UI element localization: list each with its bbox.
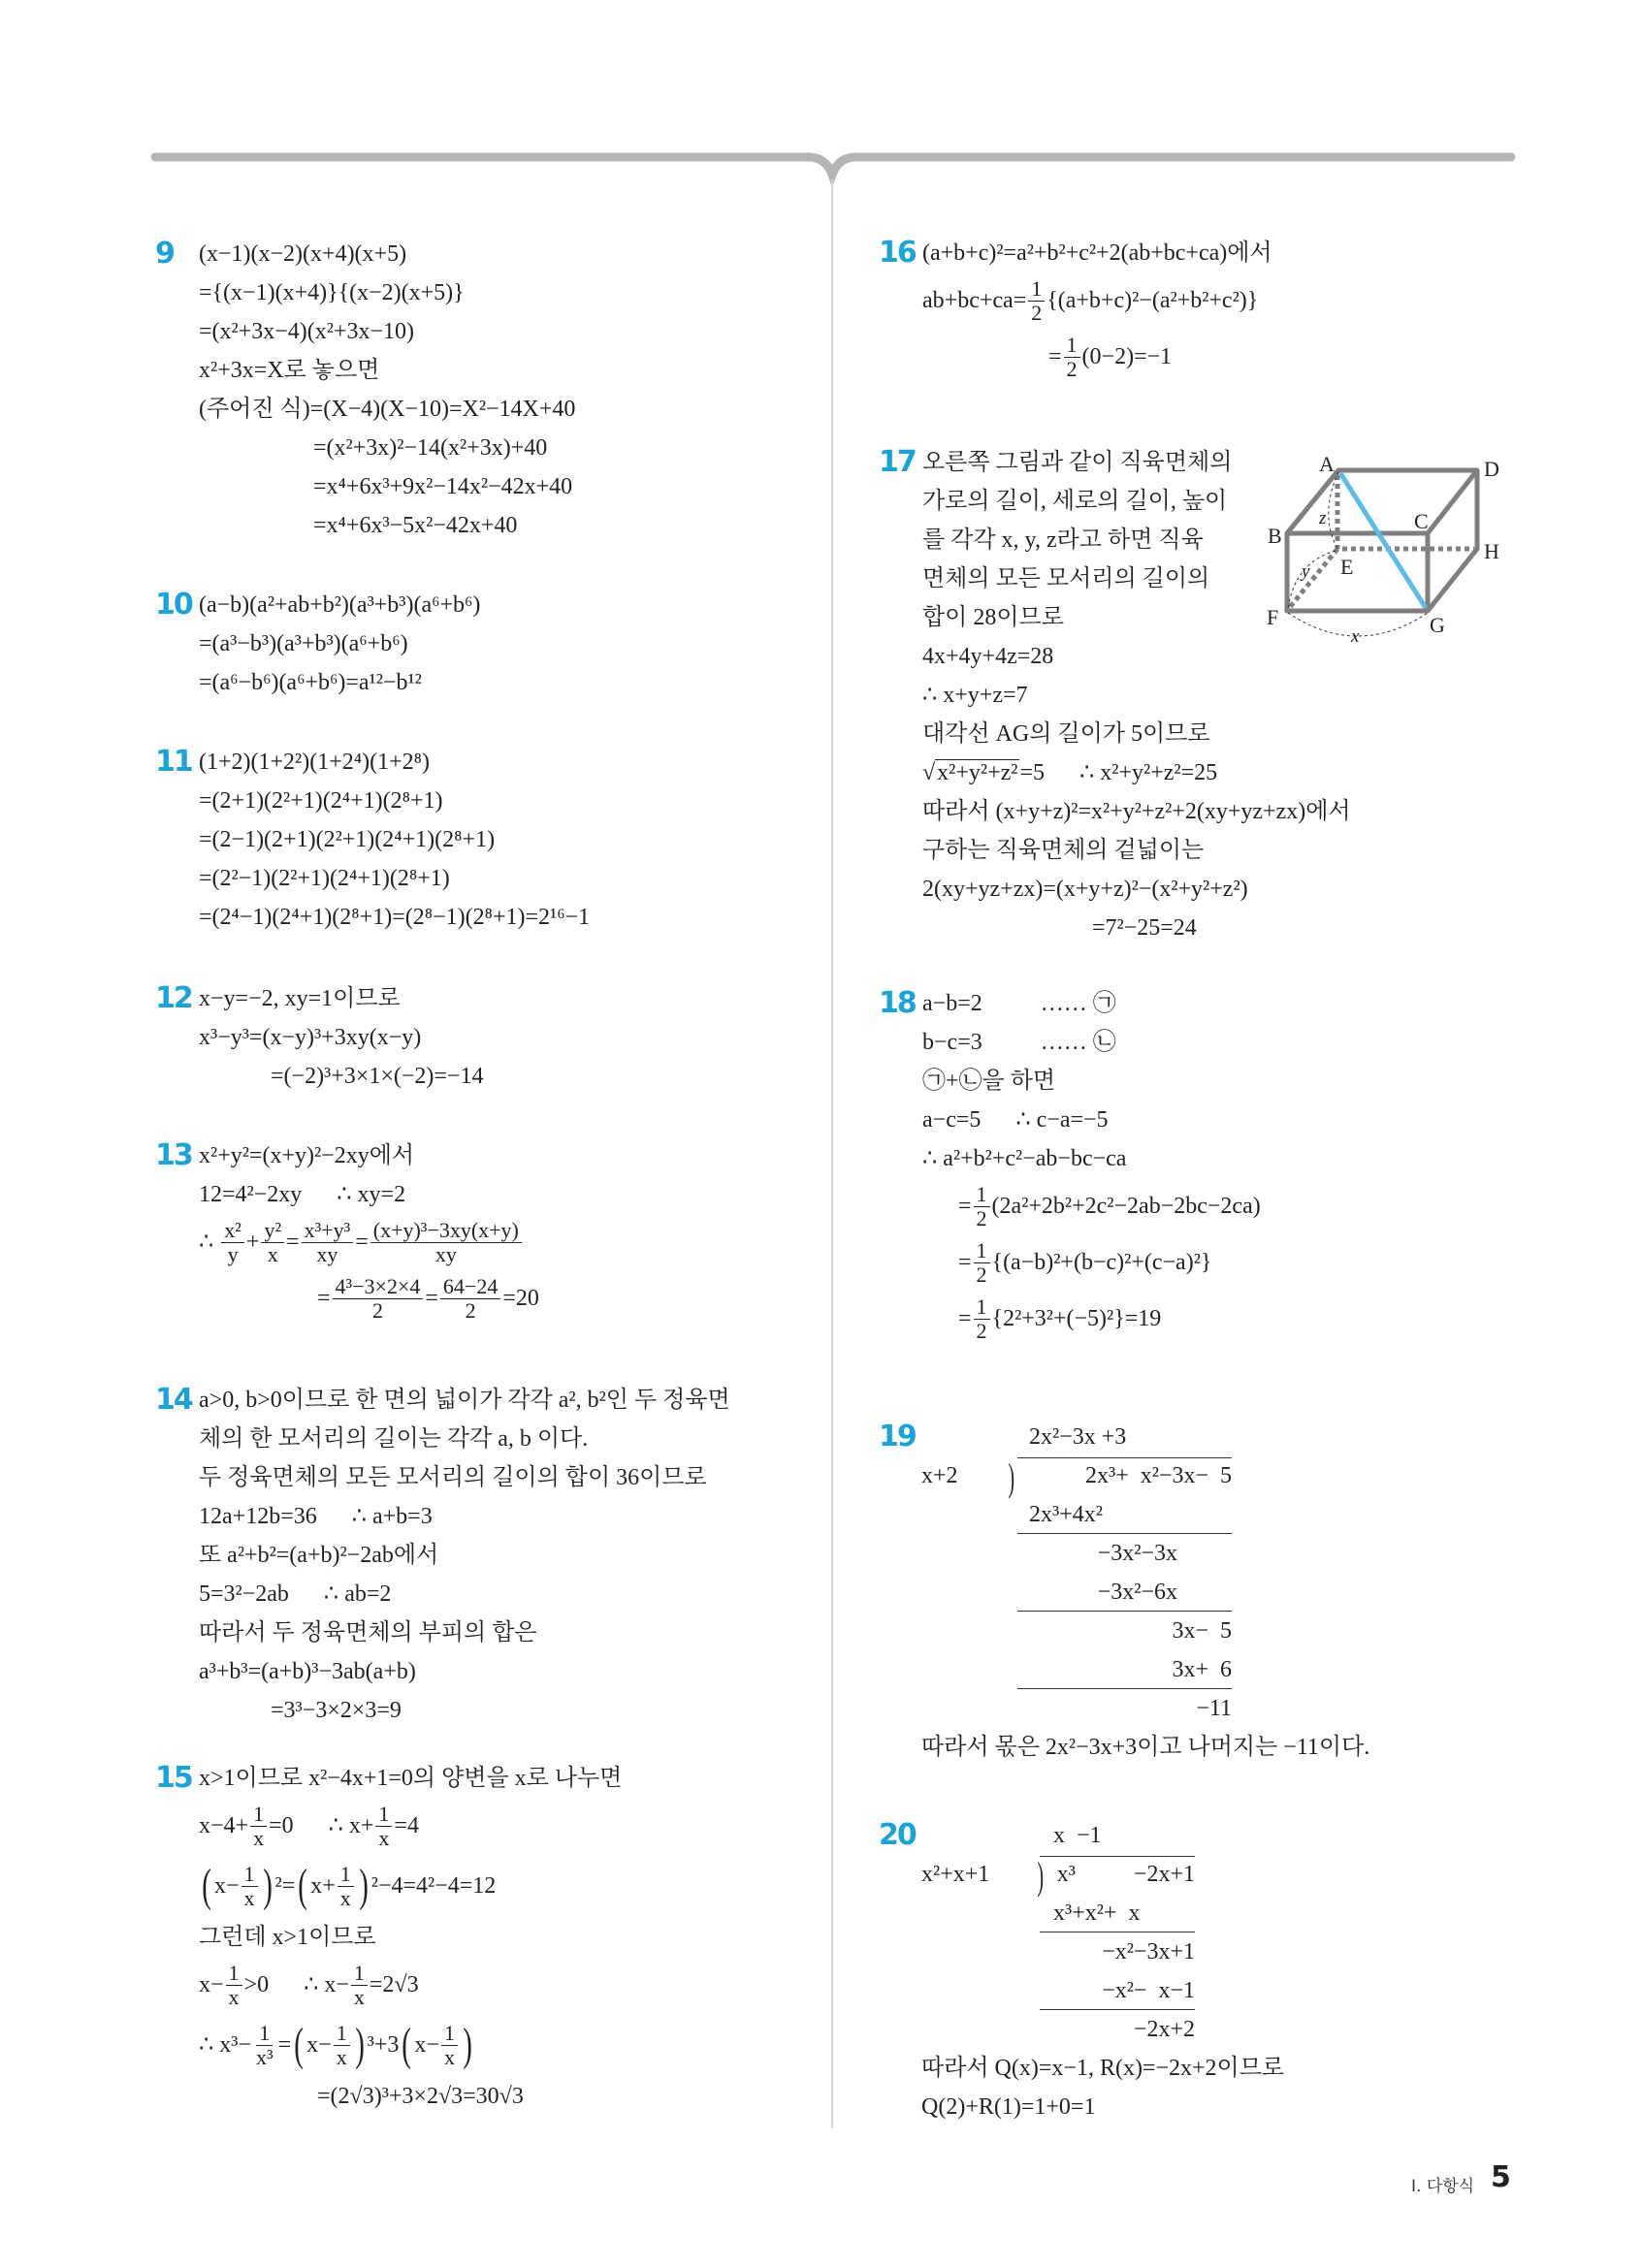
- solution-line: [922, 1139, 1261, 1178]
- big-parenthesis: (: [298, 1860, 308, 1911]
- dividend: x³ −2x+1: [1056, 1862, 1195, 1887]
- solution-line: [922, 753, 1351, 792]
- fraction-numerator: 1: [241, 1863, 258, 1887]
- solution-line: [199, 1057, 483, 1096]
- math-text: a−c=5 ∴ c−a=−5: [922, 1107, 1109, 1133]
- solution-line: [922, 234, 1272, 272]
- big-parenthesis: ): [358, 1860, 369, 1911]
- math-text: 또 a²+b²=(a+b)²−2ab에서: [199, 1543, 439, 1568]
- radical-sign-icon: √: [922, 760, 936, 785]
- fraction: [250, 1803, 267, 1850]
- math-text: =0 ∴ x+: [269, 1813, 374, 1838]
- fraction-denominator: 2: [465, 1297, 476, 1323]
- math-text: ³+3: [367, 2032, 400, 2058]
- problem-number: 20: [879, 1818, 916, 1852]
- solution-line: [922, 676, 1351, 715]
- math-text: 따라서 (x+y+z)²=x²+y²+z²+2(xy+yz+zx)에서: [922, 799, 1351, 824]
- solution-line: [199, 2013, 622, 2077]
- conclusion-line: 따라서 몫은 2x²−3x+3이고 나머지는 −11이다.: [921, 1735, 1370, 1760]
- solution-line: [199, 390, 575, 429]
- quotient: 2x²−3x +3: [1029, 1424, 1127, 1450]
- math-text: 2(xy+yz+zx)=(x+y+z)²−(x²+y²+z²): [922, 877, 1248, 902]
- solution-line: [922, 1023, 1261, 1062]
- label-H: H: [1484, 539, 1499, 563]
- solution-line: [922, 1062, 1261, 1101]
- fraction-denominator: x: [253, 1825, 265, 1850]
- fraction-denominator: x: [228, 1984, 240, 2009]
- problem-number: 18: [879, 986, 916, 1020]
- solution-line: [199, 1214, 539, 1270]
- problem-number: 16: [879, 236, 916, 270]
- square-root: [922, 753, 1019, 792]
- fraction-denominator: y: [227, 1241, 239, 1266]
- math-text: ㉠+㉡을 하면: [922, 1069, 1056, 1094]
- fraction: [1028, 277, 1045, 325]
- fraction-numerator: 1: [256, 2022, 273, 2046]
- fraction-denominator: x: [267, 1241, 278, 1266]
- math-text: 그런데 x>1이므로: [199, 1925, 376, 1950]
- division-step: −2x+2: [1133, 2017, 1195, 2042]
- quotient: x −1: [1053, 1823, 1102, 1848]
- cuboid-figure: [1251, 436, 1523, 650]
- problem-number: 12: [155, 981, 192, 1015]
- math-text: 오른쪽 그림과 같이 직육면체의: [922, 450, 1233, 475]
- fraction-denominator: x³: [256, 2044, 274, 2069]
- big-parenthesis: ): [262, 1860, 273, 1911]
- label-D: D: [1484, 457, 1499, 481]
- problem-number: 17: [879, 445, 916, 479]
- divisor: x²+x+1: [921, 1862, 990, 1887]
- label-C: C: [1414, 509, 1429, 533]
- problem-number: 9: [155, 237, 174, 271]
- math-text: x−4+: [199, 1813, 249, 1838]
- math-text: =3³−3×2×3=9: [271, 1698, 402, 1723]
- math-text: 12a+12b=36 ∴ a+b=3: [199, 1504, 433, 1529]
- solution-line: [922, 909, 1351, 947]
- math-text: =x⁴+6x³+9x²−14x²−42x+40: [313, 474, 573, 499]
- fraction-numerator: 1: [338, 1863, 354, 1887]
- fraction: [440, 1275, 500, 1323]
- big-parenthesis: (: [402, 2019, 412, 2070]
- solution-line: [199, 467, 575, 506]
- math-text: 대각선 AG의 길이가 5이므로: [922, 721, 1210, 747]
- dimension-y: [1288, 551, 1336, 609]
- math-text: {2²+3²+(−5)²}=19: [991, 1306, 1162, 1331]
- division-step: 3x+ 6: [1172, 1657, 1232, 1682]
- label-x: x: [1351, 626, 1360, 647]
- fraction-numerator: 1: [250, 1803, 267, 1827]
- math-text: =: [425, 1286, 438, 1311]
- solution-lines: [922, 984, 1261, 1347]
- divisor: x+2: [921, 1463, 958, 1488]
- math-text: ²=: [274, 1873, 296, 1899]
- math-text: =20: [502, 1286, 539, 1311]
- fraction-denominator: 2: [371, 1297, 383, 1323]
- solution-line: [199, 351, 575, 390]
- solution-line: [199, 1420, 730, 1458]
- math-text: (0−2)=−1: [1081, 344, 1173, 369]
- math-text: 체의 한 모서리의 길이는 각각 a, b 이다.: [199, 1426, 589, 1452]
- math-text: =: [317, 1286, 331, 1311]
- label-z: z: [1319, 508, 1327, 528]
- fraction: [221, 1219, 244, 1266]
- big-parenthesis: ): [463, 2019, 472, 2070]
- fraction: [334, 2022, 350, 2069]
- fraction-denominator: 2: [976, 1318, 987, 1343]
- fraction-denominator: x: [336, 2044, 347, 2069]
- fraction-numerator: 1: [226, 1962, 242, 1986]
- math-text: ab+bc+ca=: [922, 288, 1027, 313]
- conclusion-line: Q(2)+R(1)=1+0=1: [921, 2094, 1096, 2120]
- solution-line: [199, 979, 483, 1018]
- footer-section-title: Ⅰ. 다항식: [1411, 2177, 1475, 2196]
- solution-line: [922, 715, 1351, 753]
- math-text: =(−2)³+3×1×(−2)=−14: [271, 1064, 484, 1089]
- math-text: 12=4²−2xy ∴ xy=2: [199, 1182, 406, 1207]
- math-text: =: [277, 2032, 292, 2058]
- math-text: (1+2)(1+2²)(1+2⁴)(1+2⁸): [199, 750, 431, 775]
- solution-lines: [922, 234, 1272, 385]
- fraction-numerator: 1: [1064, 334, 1080, 358]
- math-text: +: [245, 1230, 260, 1255]
- solution-line: [199, 1918, 622, 1957]
- math-text: =: [958, 1194, 972, 1219]
- fraction: [375, 1803, 392, 1850]
- solution-line: [199, 859, 590, 898]
- solution-line: [199, 1536, 730, 1575]
- math-text: =7²−25=24: [1092, 915, 1197, 941]
- fraction-numerator: 4³−3×2×4: [333, 1275, 424, 1299]
- math-text: (2a²+2b²+2c²−2ab−2bc−2ca): [991, 1194, 1261, 1219]
- big-parenthesis: ): [354, 2019, 365, 2070]
- math-text: x−: [306, 2032, 332, 2058]
- solution-line: [199, 1652, 730, 1691]
- math-text: >0 ∴ x−: [243, 1972, 349, 1997]
- fraction: [974, 1183, 990, 1230]
- division-overline: [1040, 1856, 1195, 1857]
- math-text: =(a⁶−b⁶)(a⁶+b⁶)=a¹²−b¹²: [199, 670, 422, 695]
- conclusion-line: 따라서 Q(x)=x−1, R(x)=−2x+2이므로: [921, 2056, 1285, 2081]
- fraction: [226, 1962, 242, 2009]
- math-text: 따라서 두 정육면체의 부피의 합은: [199, 1620, 537, 1645]
- fraction-numerator: 1: [974, 1295, 990, 1320]
- solution-line: [922, 870, 1351, 909]
- fraction: [302, 1219, 354, 1266]
- top-header-bar: [0, 0, 1642, 194]
- math-text: =5 ∴ x²+y²+z²=25: [1019, 760, 1218, 785]
- math-text: a³+b³=(a+b)³−3ab(a+b): [199, 1659, 416, 1684]
- math-text: x³−y³=(x−y)³+3xy(x−y): [199, 1025, 422, 1050]
- math-text: =(x²+3x)²−14(x²+3x)+40: [313, 435, 548, 461]
- math-text: =(x²+3x−4)(x²+3x−10): [199, 319, 415, 344]
- math-text: 합이 28이므로: [922, 605, 1064, 630]
- problem-number: 10: [155, 588, 192, 622]
- math-text: 면체의 모든 모서리의 길이의: [922, 566, 1210, 591]
- math-text: =x⁴+6x³−5x²−42x+40: [313, 513, 518, 538]
- solution-line: [922, 1291, 1261, 1347]
- fraction-denominator: 2: [976, 1205, 987, 1230]
- math-text: =4: [394, 1813, 419, 1838]
- solution-line: [199, 1458, 730, 1497]
- fraction: [241, 1863, 258, 1910]
- label-B: B: [1268, 524, 1282, 548]
- label-E: E: [1340, 555, 1354, 579]
- solution-lines: [199, 1381, 730, 1730]
- division-step: −x²−3x+1: [1102, 1939, 1195, 1965]
- solution-lines: [199, 586, 480, 702]
- column-divider: [831, 179, 833, 2128]
- math-text: x−: [414, 2032, 439, 2058]
- fraction-denominator: xy: [435, 1241, 457, 1266]
- math-text: =(2−1)(2+1)(2²+1)(2⁴+1)(2⁸+1): [199, 827, 496, 852]
- solution-line: [199, 506, 575, 545]
- division-overline: [1017, 1457, 1232, 1458]
- math-text: x²+y²=(x+y)²−2xy에서: [199, 1143, 415, 1168]
- fraction-numerator: y²: [261, 1219, 284, 1243]
- solution-line: [199, 1270, 539, 1326]
- solution-line: [922, 1101, 1261, 1139]
- division-step: −3x²−3x: [1097, 1541, 1177, 1566]
- fraction-denominator: 2: [976, 1262, 987, 1287]
- fraction-numerator: 64−24: [440, 1275, 500, 1299]
- solution-line: [199, 429, 575, 467]
- math-text: ∴ x³−: [199, 2032, 251, 2058]
- math-text: x−: [213, 1873, 240, 1899]
- solution-line: [199, 2077, 622, 2116]
- math-text: =: [958, 1250, 972, 1275]
- fraction: [370, 1219, 522, 1266]
- math-text: x−y=−2, xy=1이므로: [199, 986, 401, 1011]
- label-F: F: [1267, 605, 1279, 629]
- math-text: (주어진 식)=(X−4)(X−10)=X²−14X+40: [199, 397, 576, 422]
- solution-line: [922, 984, 1261, 1023]
- solution-line: [199, 1613, 730, 1652]
- math-text: =(2+1)(2²+1)(2⁴+1)(2⁸+1): [199, 788, 443, 814]
- math-text: x²+3x=X로 놓으면: [199, 358, 380, 383]
- math-text: a>0, b>0이므로 한 면의 넓이가 각각 a², b²인 두 정육면: [199, 1388, 730, 1413]
- problem-number: 13: [155, 1138, 192, 1172]
- fraction-denominator: x: [378, 1825, 390, 1850]
- division-step: 2x³+4x²: [1029, 1502, 1103, 1527]
- math-text: x−: [199, 1972, 224, 1997]
- division-bracket-icon: ): [1037, 1854, 1044, 1898]
- solution-line: [199, 1175, 539, 1214]
- math-text: ={(x−1)(x+4)}{(x−2)(x+5)}: [199, 280, 465, 305]
- solution-lines: [199, 235, 575, 545]
- solution-line: [199, 743, 590, 782]
- solution-line: [199, 1854, 622, 1918]
- problem-number: 11: [155, 745, 192, 779]
- fraction-numerator: 1: [1028, 277, 1045, 302]
- math-text: (x−1)(x−2)(x+4)(x+5): [199, 241, 407, 267]
- fraction-denominator: 2: [1066, 356, 1078, 381]
- solution-line: [922, 272, 1272, 329]
- solution-line: [199, 1759, 622, 1798]
- solution-line: [922, 1234, 1261, 1291]
- math-text: 가로의 길이, 세로의 길이, 높이: [922, 489, 1228, 514]
- math-text: =(2√3)³+3×2√3=30√3: [317, 2084, 524, 2109]
- fraction-denominator: 2: [1031, 300, 1043, 325]
- division-bracket-icon: ): [1008, 1455, 1014, 1499]
- solution-line: [199, 782, 590, 820]
- solution-lines: [199, 979, 483, 1096]
- math-text: {(a−b)²+(b−c)²+(c−a)²}: [991, 1250, 1212, 1275]
- solution-line: [922, 831, 1351, 870]
- solution-line: [199, 663, 480, 702]
- label-A: A: [1319, 452, 1335, 476]
- fraction: [261, 1219, 284, 1266]
- dividend: 2x³+ x²−3x− 5: [1085, 1463, 1232, 1488]
- problem-number: 19: [879, 1420, 916, 1453]
- math-text: =: [355, 1230, 369, 1255]
- fraction-denominator: x: [353, 1984, 365, 2009]
- math-text: 두 정육면체의 모든 모서리의 길이의 합이 36이므로: [199, 1465, 707, 1490]
- fraction-denominator: x: [339, 1885, 351, 1910]
- math-text: x>1이므로 x²−4x+1=0의 양변을 x로 나누면: [199, 1766, 623, 1791]
- math-text: =: [286, 1230, 300, 1255]
- fraction-numerator: 1: [375, 1803, 392, 1827]
- division-step: −x²− x−1: [1102, 1978, 1195, 2003]
- solution-lines: [199, 1136, 539, 1326]
- math-text: 구하는 직육면체의 겉넓이는: [922, 838, 1205, 863]
- fraction-denominator: xy: [316, 1241, 338, 1266]
- solution-line: [199, 1798, 622, 1854]
- solution-line: [199, 1381, 730, 1420]
- page-number: 5: [1491, 2160, 1511, 2194]
- fraction-numerator: 1: [974, 1239, 990, 1263]
- math-text: =(2²−1)(2²+1)(2⁴+1)(2⁸+1): [199, 866, 450, 891]
- solution-line: [199, 1691, 730, 1730]
- division-step: x³+x²+ x: [1053, 1901, 1141, 1926]
- math-text: =: [958, 1306, 972, 1331]
- solution-lines: [199, 743, 590, 937]
- problem-number: 15: [155, 1761, 192, 1795]
- math-text: b−c=3 …… ㉡: [922, 1030, 1116, 1055]
- problem-number: 14: [155, 1383, 192, 1417]
- label-y: y: [1302, 561, 1310, 582]
- fraction: [253, 2022, 276, 2069]
- solution-lines: [199, 1759, 622, 2116]
- fraction-numerator: 1: [334, 2022, 350, 2046]
- solution-line: [922, 792, 1351, 831]
- fraction: [351, 1962, 368, 2009]
- solution-line: [199, 1575, 730, 1613]
- math-text: a−b=2 …… ㉠: [922, 991, 1116, 1016]
- fraction: [441, 2022, 458, 2069]
- big-parenthesis: (: [202, 1860, 211, 1911]
- solution-line: [199, 820, 590, 859]
- solution-line: [199, 1497, 730, 1536]
- solution-line: [922, 1178, 1261, 1234]
- fraction-numerator: 1: [441, 2022, 458, 2046]
- fraction-numerator: (x+y)³−3xy(x+y): [370, 1219, 522, 1243]
- diagonal-ag: [1340, 473, 1426, 608]
- division-step: −3x²−6x: [1097, 1580, 1177, 1605]
- division-step: −11: [1196, 1696, 1232, 1721]
- fraction-numerator: 1: [974, 1183, 990, 1207]
- math-text: ∴ a²+b²+c²−ab−bc−ca: [922, 1146, 1127, 1171]
- math-text: ∴ x+y+z=7: [922, 683, 1028, 708]
- fraction-numerator: 1: [351, 1962, 368, 1986]
- fraction: [974, 1295, 990, 1343]
- fraction: [338, 1863, 354, 1910]
- solution-line: [199, 1957, 622, 2013]
- math-text: 4x+4y+4z=28: [922, 644, 1054, 669]
- fraction-denominator: x: [243, 1885, 255, 1910]
- solution-line: [922, 329, 1272, 385]
- fraction-numerator: x³+y³: [302, 1219, 354, 1243]
- math-text: x+: [310, 1873, 336, 1899]
- fraction-denominator: x: [443, 2044, 455, 2069]
- math-text: ²−4=4²−4=12: [370, 1873, 497, 1899]
- math-text: (a+b+c)²=a²+b²+c²+2(ab+bc+ca)에서: [922, 240, 1272, 266]
- math-text: ∴: [199, 1230, 220, 1255]
- math-text: =2√3: [369, 1972, 419, 1997]
- fraction: [1064, 334, 1080, 381]
- math-text: =(a³−b³)(a³+b³)(a⁶+b⁶): [199, 631, 408, 656]
- solution-line: [199, 898, 590, 937]
- solution-line: [199, 1018, 483, 1057]
- solution-line: [199, 586, 480, 624]
- fraction: [333, 1275, 424, 1323]
- label-G: G: [1430, 613, 1445, 637]
- math-text: 를 각각 x, y, z라고 하면 직육: [922, 527, 1204, 553]
- fraction-numerator: x²: [221, 1219, 244, 1243]
- math-text: (a−b)(a²+ab+b²)(a³+b³)(a⁶+b⁶): [199, 592, 481, 618]
- solution-line: [199, 1136, 539, 1175]
- big-parenthesis: (: [294, 2019, 304, 2070]
- math-text: 5=3²−2ab ∴ ab=2: [199, 1581, 392, 1607]
- radicand: x²+y²+z²: [937, 760, 1018, 785]
- fraction: [974, 1239, 990, 1287]
- math-text: {(a+b+c)²−(a²+b²+c²)}: [1046, 288, 1259, 313]
- division-step: 3x− 5: [1172, 1618, 1232, 1644]
- solution-line: [199, 624, 480, 663]
- math-text: =: [1048, 344, 1062, 369]
- solution-line: [199, 273, 575, 312]
- solution-line: [199, 312, 575, 351]
- math-text: =(2⁴−1)(2⁴+1)(2⁸+1)=(2⁸−1)(2⁸+1)=2¹⁶−1: [199, 905, 591, 930]
- solution-line: [199, 235, 575, 273]
